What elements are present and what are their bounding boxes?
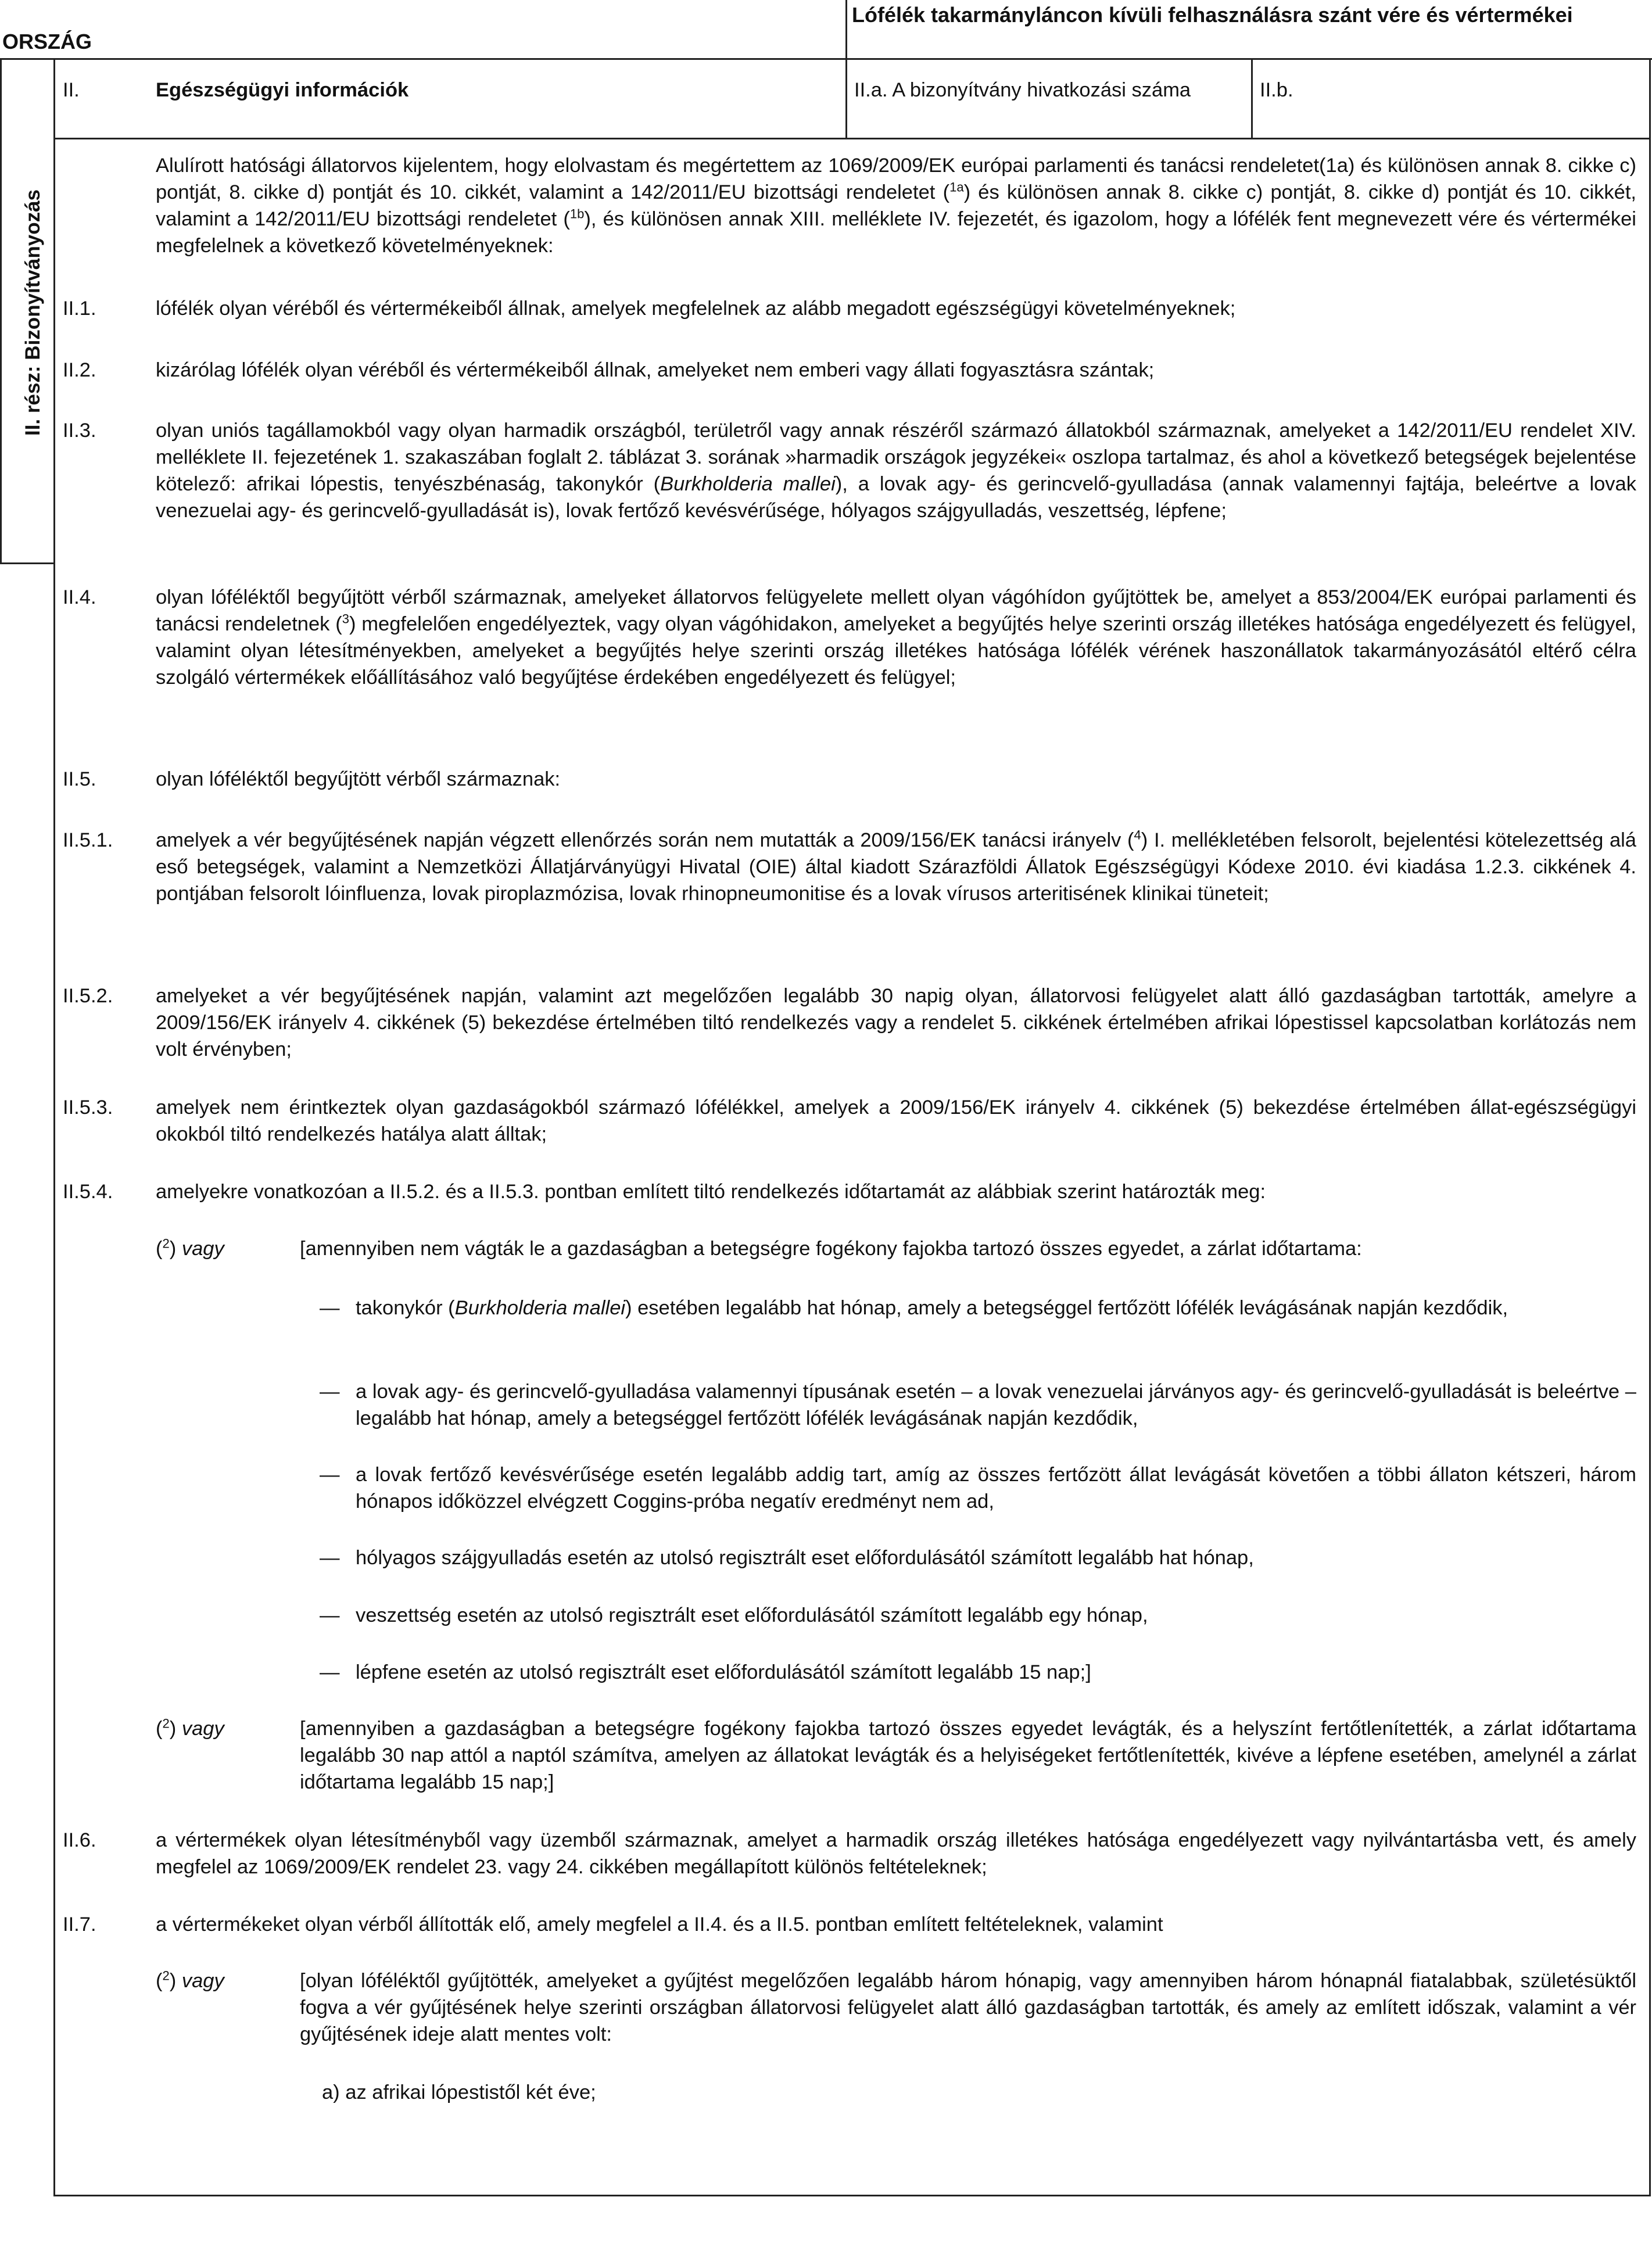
item-text: amelyeket a vér begyűjtésének napján, valamint azt megelőzően legalább 30 napig olyan, állatorvosi felügyelet alatt álló gazdaságban tartották, amelyre a 2009/156/EK irányelv 4. cikkének (5) bekezdése értelmében tiltó rendelkezés vagy a rendelet 5. cikkének értelmében afrikai lópestissel kapcsolatban korlátozás nem volt érvényben; (156, 985, 1636, 1060)
sidebar-bottom-border (0, 562, 55, 564)
side-label: II. rész: Bizonyítványozás (21, 189, 44, 436)
item-number: II.7. (63, 1913, 96, 1936)
item-number: II.1. (63, 298, 96, 320)
dash-item: hólyagos szájgyulladás esetén az utolsó regisztrált eset előfordulásától számított legalább hat hónap, (356, 1547, 1254, 1569)
ref-col-divider-2 (1251, 58, 1253, 139)
intro-paragraph: Alulírott hatósági állatorvos kijelentem, hogy elolvastam és megértettem az 1069/2009/EK európai parlamenti és tanácsi rendeletet(1a) és különösen annak 8. cikke c) pontját, 8. cikke d) pontját és 10. cikkét, valamint a 142/2011/EU bizottsági rendeletet ($^{1a}$) és különösen annak 8. cikke c) pontját, 8. cikke d) pontját és 10. cikkét, valamint a 142/2011/EU bizottsági rendeletet ($^{1b}$), és különösen annak XIII. melléklete IV. fejezetét, és igazolom, hogy a lófélék fent megnevezett vére és vértermékei megfelelnek a következő követelményeknek: (156, 155, 1636, 257)
item-number: II.6. (63, 1829, 96, 1851)
option-label: ($^2$) vagy (156, 1236, 224, 1260)
option-text: [amennyiben nem vágták le a gazdaságban a betegségre fogékony fajokba tartozó összes egyedet, a zárlat időtartama: (300, 1238, 1362, 1260)
certificate-reference-label: II.a. A bizonyítvány hivatkozási száma (854, 79, 1191, 101)
dash-marker: — (320, 1381, 340, 1403)
option-text: [amennyiben a gazdaságban a betegségre fogékony fajokba tartozó összes egyedet levágták, és a helyszínt fertőtlenítették, a zárlat időtartama legalább 30 nap attól a naptól számítva, amelyen az állatokat levágták és a helyiségeket fertőtlenítették, kivéve a lépfene esetében, amelynél a zárlat időtartama legalább 15 nap;] (300, 1718, 1636, 1793)
content-bottom-border (53, 2195, 1651, 2196)
item-number: II.5. (63, 768, 96, 790)
item-text: olyan uniós tagállamokból vagy olyan harmadik országból, területről vagy annak részéről származó állatokból származnak, amelyeket a 142/2011/EU rendelet XIV. melléklete II. fejezetének 1. szakaszában foglalt 2. táblázat 3. sorának »harmadik országok jegyzékei« oszlopa tartalmaz, és ahol a következő betegségek bejelentése kötelező: afrikai lópestis, tenyészbénaság, takonykór (Burkholderia mallei), a lovak agy- és gerincvelő-gyulladása (annak valamennyi fajtája, beleértve a lovak venezuelai agy- és gerincvelő-gyulladását is), lovak fertőző kevésvérűsége, hólyagos szájgyulladás, veszettség, lépfene; (156, 420, 1636, 522)
section-header-bottom (53, 138, 1651, 139)
header-column-divider (845, 0, 847, 60)
content-left-border (53, 58, 55, 2196)
option-label: ($^2$) vagy (156, 1968, 224, 1992)
item-text: a vértermékeket olyan vérből állították elő, amely megfelel a II.4. és a II.5. pontban említett feltételeknek, valamint (156, 1913, 1163, 1936)
document-title: Lófélék takarmányláncon kívüli felhasználásra szánt vére és vértermékei (852, 3, 1573, 27)
dash-item: a lovak agy- és gerincvelő-gyulladása valamennyi típusának esetén – a lovak venezuelai járványos agy- és gerincvelő-gyulladását is beleértve – legalább hat hónap, amely a betegséggel fertőzött lófélék levágásának napján kezdődik, (356, 1381, 1636, 1429)
content-right-border (1649, 58, 1651, 2196)
dash-marker: — (320, 1547, 340, 1569)
dash-item: takonykór (Burkholderia mallei) esetében legalább hat hónap, amely a betegséggel fertőzött lófélék levágásának napján kezdődik, (356, 1297, 1508, 1319)
dash-item: veszettség esetén az utolsó regisztrált eset előfordulásától számított legalább egy hónap, (356, 1604, 1148, 1626)
item-number: II.5.1. (63, 829, 113, 851)
item-text: amelyek a vér begyűjtésének napján végzett ellenőrzés során nem mutatták a 2009/156/EK tanácsi irányelv ($^4$) I. mellékletében felsorolt, bejelentési kötelezettség alá eső betegségek, valamint a Nemzetközi Állatjárványügyi Hivatal (OIE) által kiadott Szárazföldi Állatok Egészségügyi Kódexe 2010. évi kiadása 1.2.3. cikkének 4. pontjában felsorolt lóinfluenza, lovak piroplazmózisa, lovak rhinopneumonitise és a lovak vírusos arteritisének klinikai tüneteit; (156, 827, 1636, 905)
section-iib-label: II.b. (1260, 79, 1293, 101)
dash-marker: — (320, 1604, 340, 1626)
country-label: ORSZÁG (2, 30, 92, 53)
item-text: amelyek nem érintkeztek olyan gazdaságokból származó lófélékkel, amelyek a 2009/156/EK irányelv 4. cikkének (5) bekezdése értelmében állat-egészségügyi okokból tiltó rendelkezés hatálya alatt álltak; (156, 1096, 1636, 1145)
item-number: II.4. (63, 586, 96, 608)
dash-marker: — (320, 1464, 340, 1486)
item-text: kizárólag lófélék olyan véréből és vértermékeiből állnak, amelyeket nem emberi vagy állati fogyasztásra szántak; (156, 359, 1155, 381)
section-number: II. (63, 79, 80, 101)
item-number: II.5.2. (63, 985, 113, 1007)
sidebar-left-border (0, 58, 2, 564)
dash-item: lépfene esetén az utolsó regisztrált eset előfordulásától számított legalább 15 nap;] (356, 1661, 1091, 1683)
dash-marker: — (320, 1297, 340, 1319)
dash-item: a lovak fertőző kevésvérűsége esetén legalább addig tart, amíg az összes fertőzött állat levágását követően a többi állaton kétszeri, három hónapos időközzel elvégzett Coggins-próba negatív eredményt nem ad, (356, 1464, 1636, 1513)
option-text: [olyan lóféléktől gyűjtötték, amelyeket a gyűjtést megelőzően legalább három hónapig, vagy amennyiben három hónapnál fiatalabbak, születésüktől fogva a vér gyűjtésének helye szerinti országban állatorvosi felügyelet alatt álló gazdaságban tartották, és amely az említett időszak, valamint a vér gyűjtésének ideje alatt mentes volt: (300, 1970, 1636, 2045)
item-number: II.5.3. (63, 1096, 113, 1119)
section-title: Egészségügyi információk (156, 79, 409, 101)
ref-col-divider-1 (845, 58, 847, 139)
item-text: olyan lóféléktől begyűjtött vérből származnak, amelyeket állatorvos felügyelete mellett olyan vágóhídon gyűjtöttek be, amelyet a 853/2004/EK európai parlamenti és tanácsi rendeletnek ($^3$) megfelelően engedélyeztek, vagy olyan vágóhidakon, amelyeket a begyűjtés helye szerinti ország illetékes hatósága engedélyezett és felügyel, valamint olyan létesítményekben, amelyeket a begyűjtés helye szerinti ország illetékes hatósága lófélék vérének haszonállatok takarmányozásától eltérő célra szolgáló vértermékek előállításához való begyűjtése érdekében engedélyezett és felügyel; (156, 586, 1636, 689)
item-text: olyan lóféléktől begyűjtött vérből származnak: (156, 768, 561, 790)
item-text: lófélék olyan véréből és vértermékeiből állnak, amelyek megfelelnek az alább megadott egészségügyi követelményeknek; (156, 298, 1236, 320)
item-text: amelyekre vonatkozóan a II.5.2. és a II.5.3. pontban említett tiltó rendelkezés időtartamát az alábbiak szerint határozták meg: (156, 1181, 1266, 1203)
item-number: II.5.4. (63, 1181, 113, 1203)
item-text: a vértermékek olyan létesítményből vagy üzemből származnak, amelyet a harmadik ország illetékes hatósága engedélyezett vagy nyilvántartásba vett, és amely megfelel az 1069/2009/EK rendelet 23. vagy 24. cikkében megállapított különös feltételeknek; (156, 1829, 1636, 1878)
item-number: II.2. (63, 359, 96, 381)
header-separator (0, 58, 1652, 60)
item-number: II.3. (63, 420, 96, 442)
sub-item-a: a) az afrikai lópestistől két éve; (322, 2081, 596, 2103)
dash-marker: — (320, 1661, 340, 1683)
option-label: ($^2$) vagy (156, 1716, 224, 1740)
